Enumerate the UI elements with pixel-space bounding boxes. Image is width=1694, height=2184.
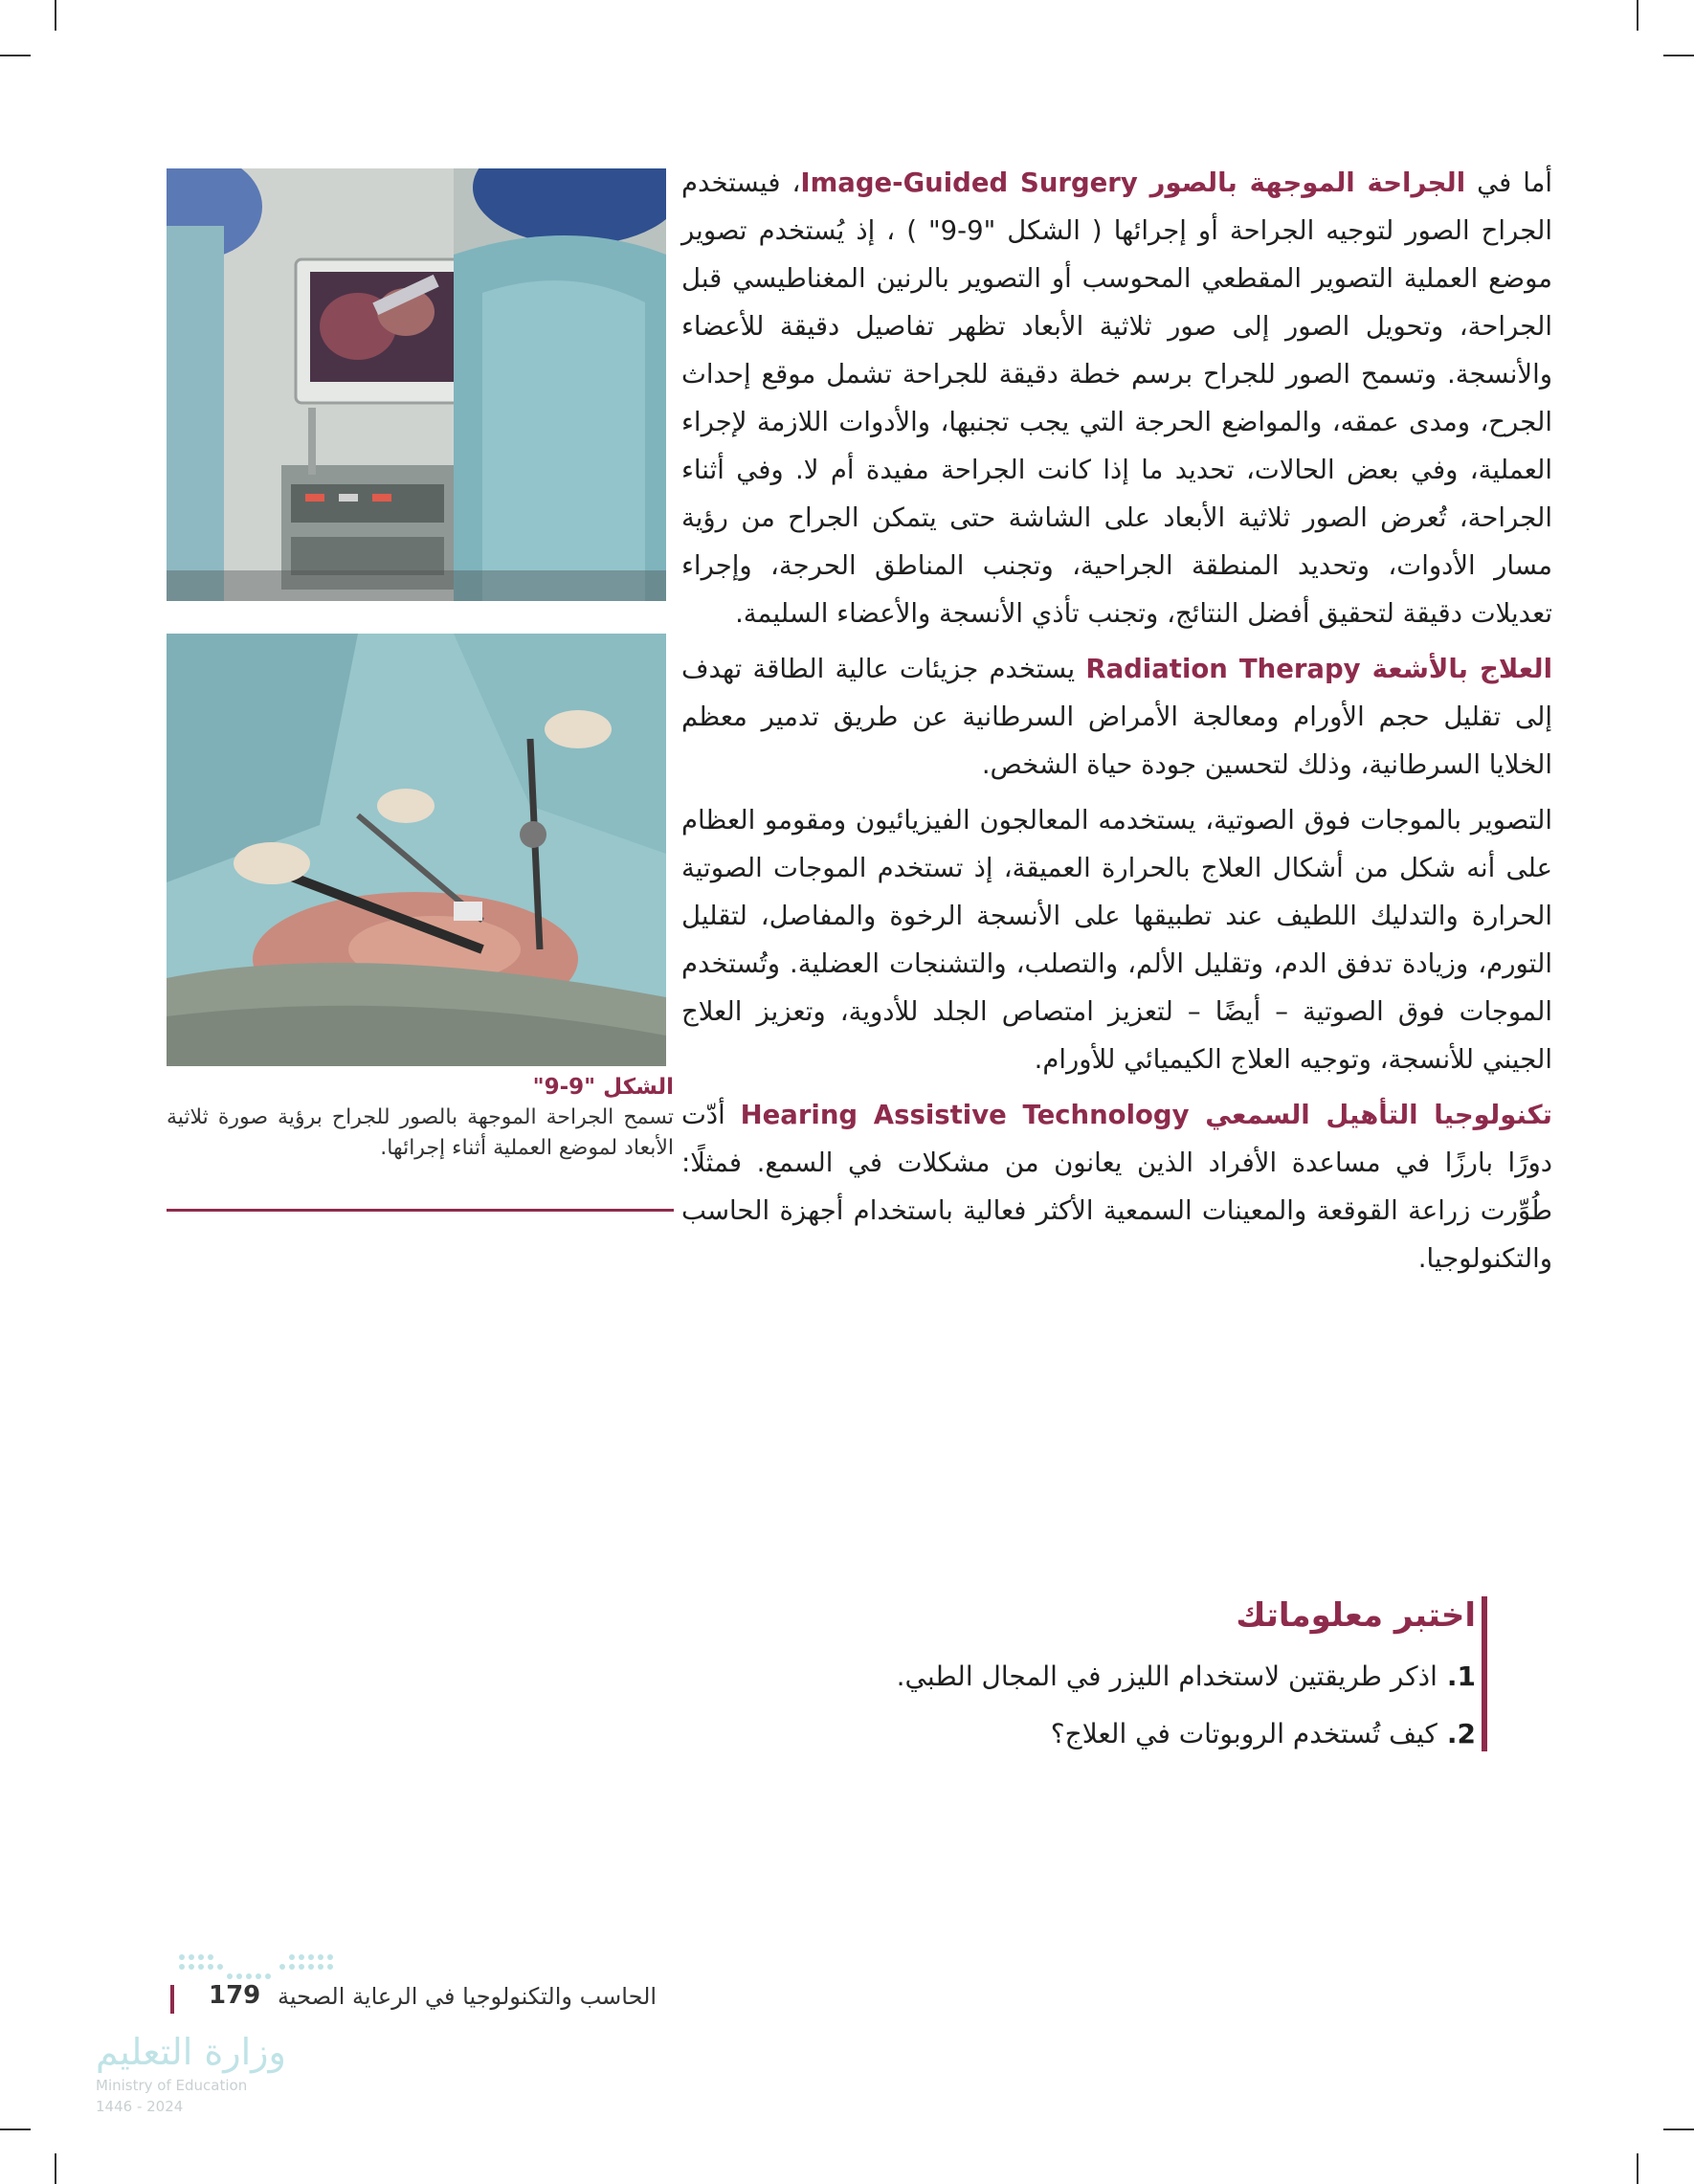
surgery-monitor-photo: [167, 168, 666, 601]
quiz-accent-bar: [1482, 1596, 1487, 1751]
page-number: 179: [209, 1981, 261, 2010]
quiz-question-2: [1051, 1718, 1476, 1749]
main-text: [681, 159, 1552, 1290]
crop-mark: [1663, 2128, 1694, 2130]
paragraph-hearing-assistive: [681, 1091, 1552, 1282]
keyword-english: Radiation Therapy: [1085, 654, 1372, 684]
keyword-english: Hearing Assistive Technology: [740, 1100, 1206, 1130]
crop-mark: [0, 55, 31, 56]
keyword-arabic: تكنولوجيا التأهيل السمعي: [1205, 1100, 1552, 1130]
caption-divider: [167, 1209, 674, 1212]
question-number: 2.: [1446, 1718, 1476, 1749]
page-number-bar: [170, 1985, 174, 2014]
keyword-arabic: الجراحة الموجهة بالصور: [1149, 167, 1466, 198]
quiz-question-1: [897, 1660, 1476, 1692]
paragraph-text: أدّت دورًا بارزًا في مساعدة الأفراد الذين يعانون من مشكلات في السمع. فمثلًا: طُوِّرت زراعة القوقعة والمعينات السمعية الأكثر فعالية باستخدام أجهزة الحاسب والتكنولوجيا.: [681, 1100, 1552, 1274]
question-text: كيف تُستخدم الروبوتات في العلاج؟: [1050, 1718, 1438, 1749]
keyword-arabic: العلاج بالأشعة: [1371, 654, 1552, 684]
ministry-logo-arabic: وزارة التعليم: [96, 2031, 286, 2073]
paragraph-ultrasound: [681, 796, 1552, 1083]
figure-caption: [167, 1072, 674, 1164]
crop-mark: [55, 2153, 56, 2184]
ministry-logo-dots-icon: [177, 1952, 340, 1981]
book-title: الحاسب والتكنولوجيا في الرعاية الصحية: [278, 1983, 658, 2010]
paragraph-text: يستخدم جزيئات عالية الطاقة تهدف إلى تقليل حجم الأورام ومعالجة الأمراض السرطانية عن طريق تدمير معظم الخلايا السرطانية، وذلك لتحسين جودة حياة الشخص.: [681, 654, 1552, 780]
crop-mark: [1663, 55, 1694, 56]
laparoscopic-surgery-photo: [167, 634, 666, 1066]
question-text: اذكر طريقتين لاستخدام الليزر في المجال الطبي.: [896, 1660, 1438, 1692]
paragraph-text: التصوير بالموجات فوق الصوتية، يستخدمه المعالجون الفيزيائيون ومقومو العظام على أنه شكل من أشكال العلاج بالحرارة العميقة، إذ تستخدم الموجات الصوتية الحرارة والتدليك اللطيف عند تطبيقها على الأنسجة الرخوة والمفاصل، لتقليل التورم، وزيادة تدفق الدم، وتقليل الألم، والتصلب، والتشنجات العضلية. وتُستخدم الموجات فوق الصوتية – أيضًا – لتعزيز امتصاص الجلد للأدوية، وتعزيز العلاج الجيني للأنسجة، وتوجيه العلاج الكيميائي للأورام.: [681, 805, 1552, 1075]
paragraph-radiation-therapy: [681, 645, 1552, 789]
paragraph-text: أما في: [1465, 167, 1552, 198]
crop-mark: [1637, 2153, 1638, 2184]
paragraph-image-guided-surgery: [681, 159, 1552, 637]
ministry-logo-english: Ministry of Education: [96, 2077, 248, 2094]
keyword-english: Image-Guided Surgery: [800, 167, 1150, 198]
quiz-title: اختبر معلوماتك: [1236, 1596, 1476, 1635]
figure-caption-text: تسمح الجراحة الموجهة بالصور للجراح برؤية صورة ثلاثية الأبعاد لموضع العملية أثناء إجرائها.: [167, 1105, 674, 1160]
crop-mark: [1637, 0, 1638, 31]
paragraph-text: ، فيستخدم الجراح الصور لتوجيه الجراحة أو إجرائها ( الشكل "9-9" ) ، إذ يُستخدم تصوير موضع العملية التصوير المقطعي المحوسب أو التصوير بالرنين المغناطيسي قبل الجراحة، وتحويل الصور إلى صور ثلاثية الأبعاد تظهر تفاصيل دقيقة للأعضاء والأنسجة. وتسمح الصور للجراح برسم خطة دقيقة للجراحة تشمل موقع إحداث الجرح، ومدى عمقه، والمواضع الحرجة التي يجب تجنبها، والأدوات اللازمة لإجراء العملية، وفي بعض الحالات، تحديد ما إذا كانت الجراحة مفيدة أم لا. وفي أثناء الجراحة، تُعرض الصور ثلاثية الأبعاد على الشاشة حتى يتمكن الجراح من رؤية مسار الأدوات، وتحديد المنطقة الجراحية، وتجنب المناطق الحرجة، وإجراء تعديلات دقيقة لتحقيق أفضل النتائج، وتجنب تأذي الأنسجة والأعضاء السليمة.: [681, 167, 1552, 629]
figure-title: الشكل "9-9": [532, 1075, 674, 1100]
crop-mark: [55, 0, 56, 31]
ministry-logo-year: 2024 - 1446: [96, 2098, 184, 2115]
crop-mark: [0, 2128, 31, 2130]
question-number: 1.: [1446, 1660, 1476, 1692]
